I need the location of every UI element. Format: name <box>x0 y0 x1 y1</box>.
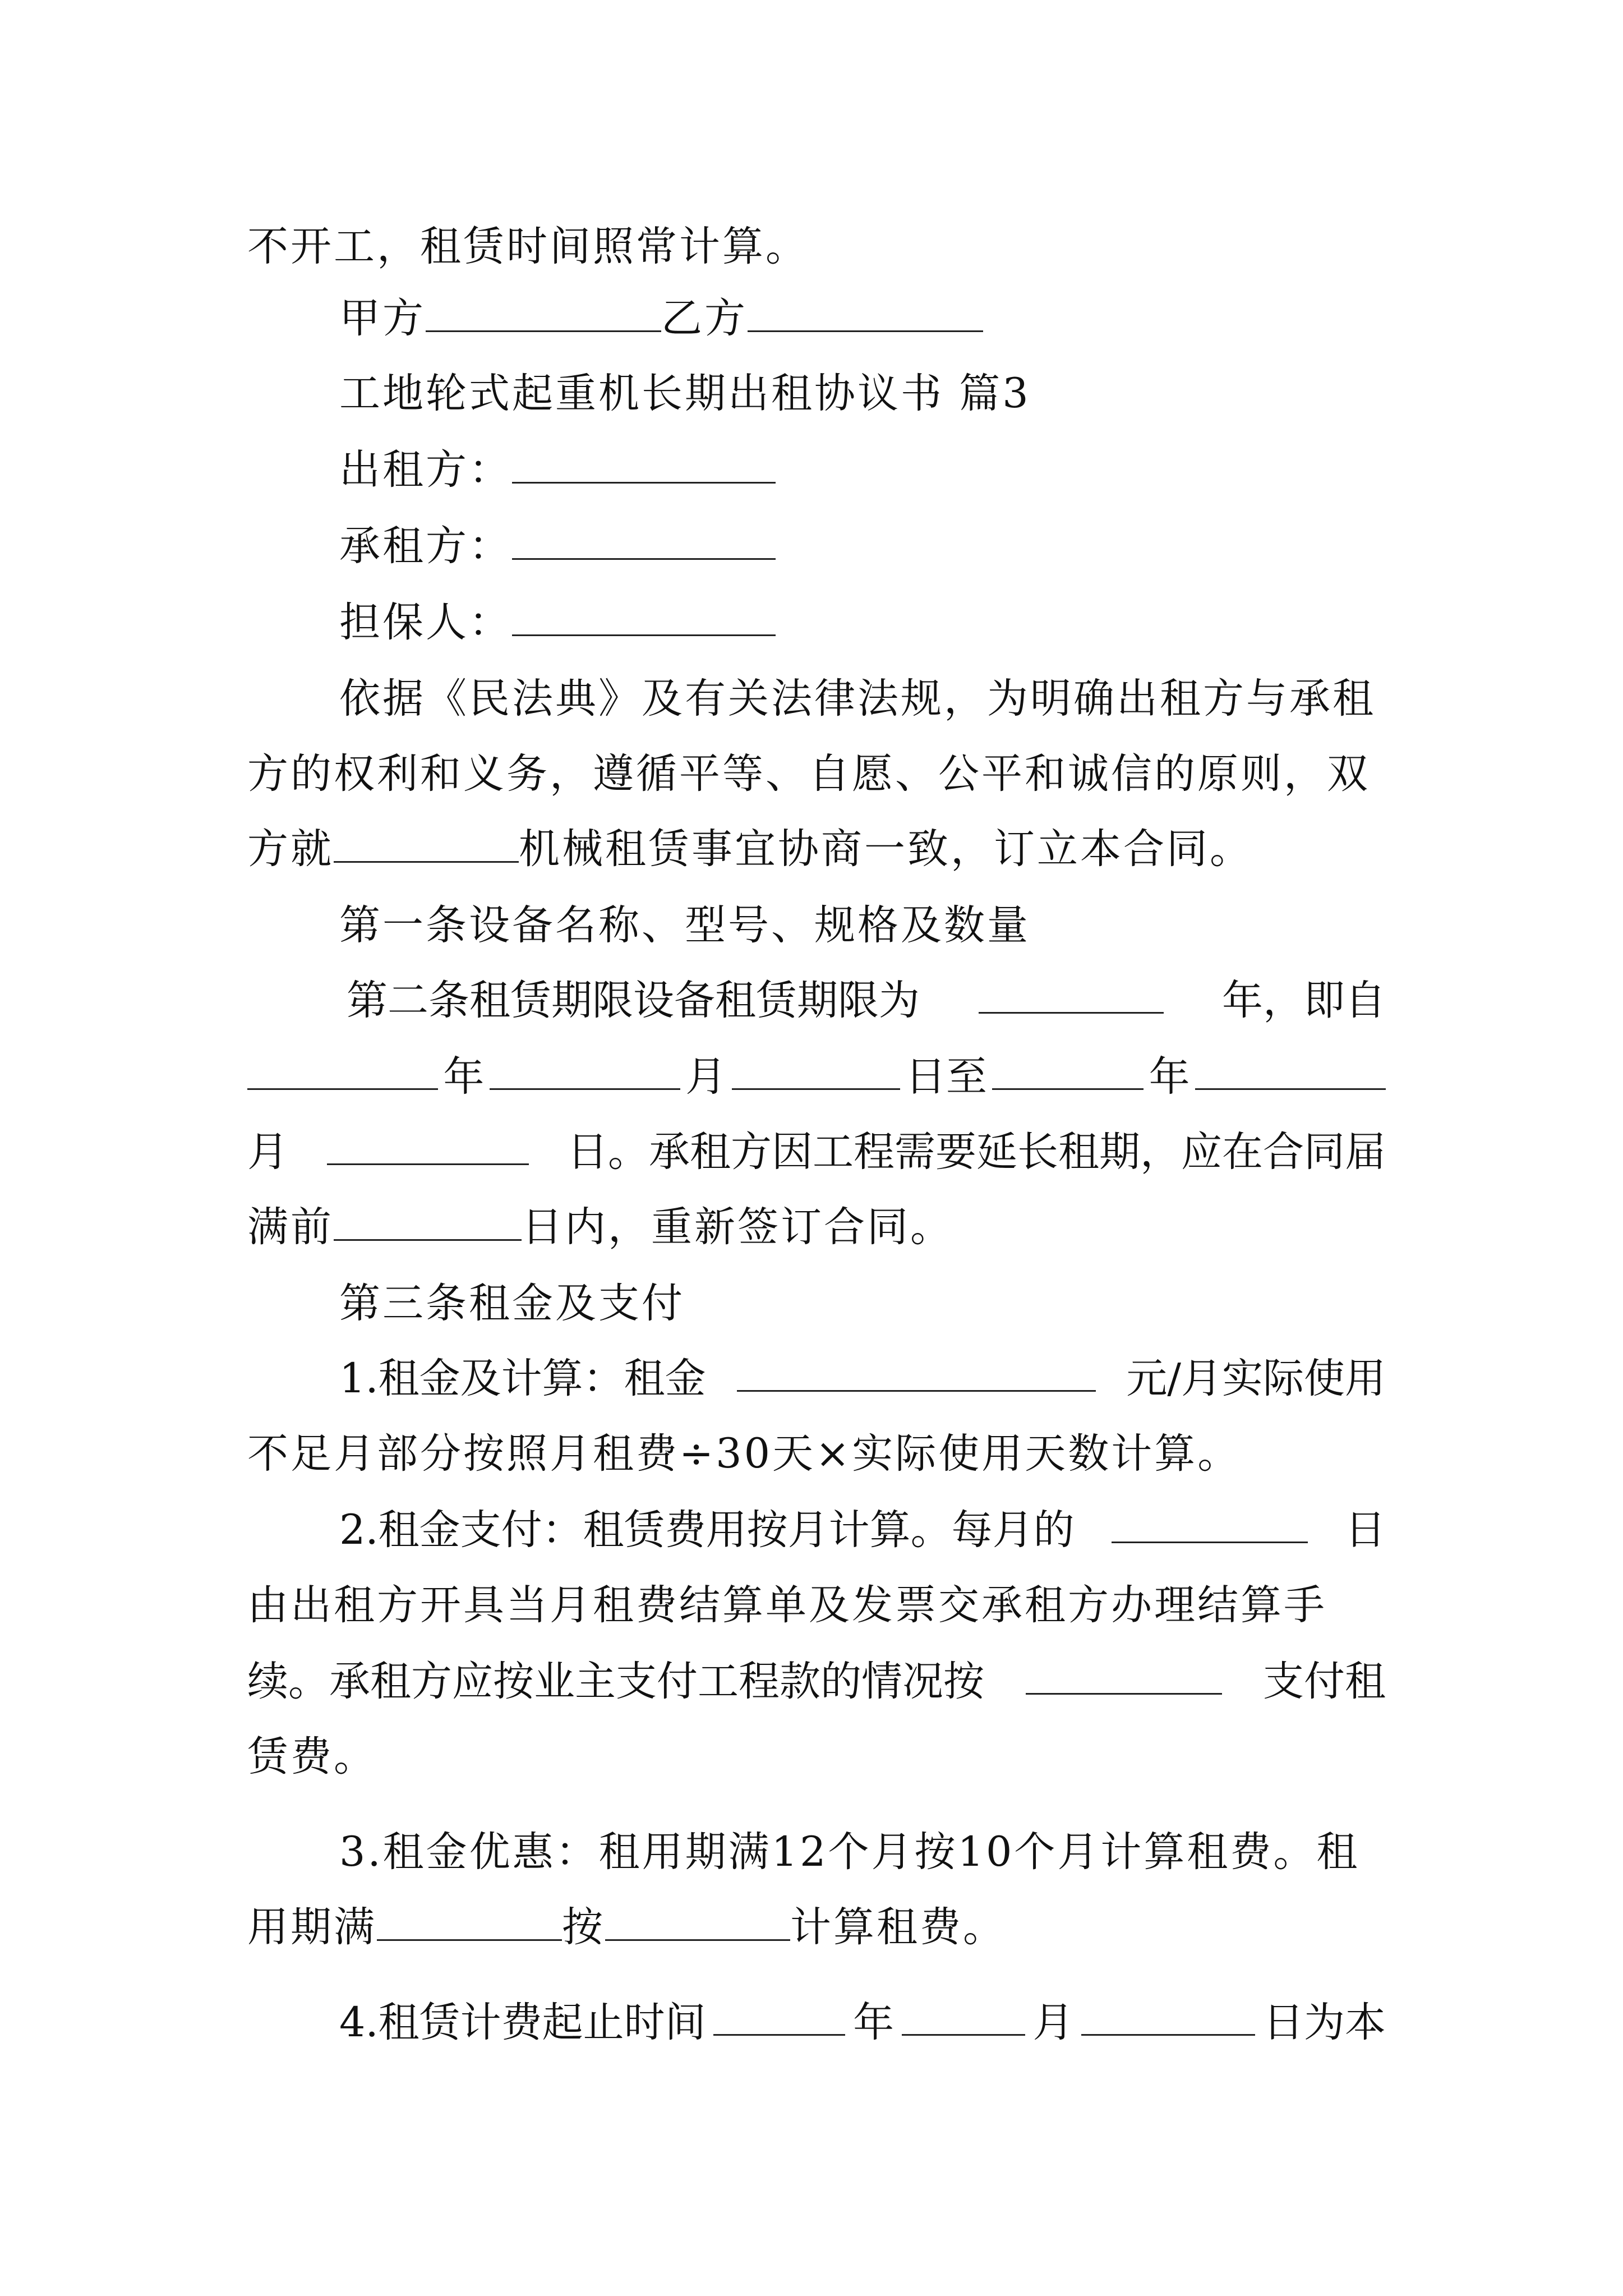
start-year-blank[interactable] <box>247 1049 438 1090</box>
party-a-label: 甲方 <box>339 295 426 342</box>
text-segment: 3.租金优惠：租用期满12个月按10个月计算租费。租 <box>339 1828 1360 1876</box>
text-segment: 2.租金支付：租赁费用按月计算。每月的 <box>339 1506 1075 1554</box>
discount-basis-blank[interactable] <box>605 1900 790 1941</box>
text-line <box>339 1995 1386 2051</box>
text-segment: 年 <box>853 1999 895 2046</box>
party-b-label: 乙方 <box>661 295 748 342</box>
text-segment: 月 <box>1032 1999 1074 2046</box>
text-segment: 元/月实际使用 <box>1126 1355 1386 1402</box>
text-line <box>247 1577 1386 1634</box>
text-segment: 满前 <box>247 1203 334 1251</box>
text-segment: 不足月部分按照月租费÷30天×实际使用天数计算。 <box>247 1430 1241 1478</box>
text-segment: 第二条租赁期限设备租赁期限为 <box>347 977 920 1024</box>
billing-start-month-blank[interactable] <box>902 1995 1025 2036</box>
lessee-blank[interactable] <box>512 519 776 560</box>
text-line <box>247 1426 1386 1482</box>
text-segment: 日为本 <box>1262 1999 1386 2046</box>
text-line <box>247 1199 1386 1255</box>
lessor-blank[interactable] <box>512 443 776 484</box>
machinery-blank[interactable] <box>334 822 519 863</box>
text-line <box>339 1502 1386 1558</box>
start-day-blank[interactable] <box>732 1049 900 1090</box>
text-line <box>247 1654 1386 1710</box>
lessee-line <box>339 518 1386 574</box>
lessor-line <box>339 442 1386 498</box>
text-segment: 不开工，租赁时间照常计算。 <box>247 223 809 270</box>
text-segment: 4.租赁计费起止时间 <box>339 1999 706 2046</box>
payment-method-blank[interactable] <box>1026 1654 1222 1695</box>
text-segment: 赁费。 <box>247 1733 377 1780</box>
text-segment: 月 <box>685 1053 727 1101</box>
billing-start-day-blank[interactable] <box>1081 1995 1255 2036</box>
text-segment: 日。承租方因工程需要延长租期，应在合同届 <box>567 1128 1386 1176</box>
rent-amount-blank[interactable] <box>737 1351 1096 1392</box>
start-month-blank[interactable] <box>490 1049 680 1090</box>
article-1-heading: 第一条设备名称、型号、规格及数量 <box>339 901 1030 949</box>
date-range-line <box>247 1049 1386 1105</box>
text-segment: 方就 <box>247 825 334 873</box>
text-segment: 支付租 <box>1263 1658 1386 1705</box>
text-line <box>339 671 1386 727</box>
text-segment: 年，即自 <box>1222 977 1386 1024</box>
text-line <box>247 821 1386 877</box>
end-day-blank[interactable] <box>327 1124 529 1165</box>
article-heading <box>339 898 1386 954</box>
discount-term-blank[interactable] <box>377 1900 562 1941</box>
section-heading <box>339 366 1386 422</box>
guarantor-line <box>339 595 1386 651</box>
end-year-blank[interactable] <box>992 1049 1144 1090</box>
text-segment: 日 <box>1345 1506 1386 1554</box>
text-line <box>247 219 1386 275</box>
text-line <box>347 973 1386 1029</box>
text-line <box>339 1824 1386 1880</box>
text-segment: 依据《民法典》及有关法律法规，为明确出租方与承租 <box>339 675 1376 723</box>
article-heading <box>339 1276 1386 1332</box>
text-line <box>247 1729 1386 1785</box>
end-month-blank[interactable] <box>1195 1049 1386 1090</box>
guarantor-label: 担保人： <box>339 599 512 646</box>
text-segment: 方的权利和义务，遵循平等、自愿、公平和诚信的原则，双 <box>247 750 1370 798</box>
text-segment: 年 <box>1149 1053 1190 1101</box>
text-segment: 日至 <box>905 1053 987 1101</box>
lessor-label: 出租方： <box>339 446 512 494</box>
text-line <box>247 1124 1386 1180</box>
billing-start-year-blank[interactable] <box>713 1995 845 2036</box>
signature-line <box>339 291 1386 347</box>
text-segment: 月 <box>247 1128 288 1176</box>
text-segment: 日内，重新签订合同。 <box>522 1203 953 1251</box>
lease-years-blank[interactable] <box>979 973 1164 1014</box>
text-segment: 计算租费。 <box>790 1903 1006 1951</box>
text-segment: 年 <box>443 1053 485 1101</box>
text-segment: 1.租金及计算：租金 <box>339 1355 706 1402</box>
text-line <box>247 1899 1386 1955</box>
text-segment: 按 <box>562 1903 605 1951</box>
agreement-title: 工地轮式起重机长期出租协议书 篇3 <box>339 370 1031 417</box>
party-a-blank[interactable] <box>426 291 661 332</box>
text-segment: 机械租赁事宜协商一致，订立本合同。 <box>519 825 1253 873</box>
text-segment: 用期满 <box>247 1903 377 1951</box>
article-3-heading: 第三条租金及支付 <box>339 1280 685 1327</box>
guarantor-blank[interactable] <box>512 595 776 636</box>
text-line <box>247 746 1386 802</box>
text-line <box>339 1351 1386 1407</box>
renewal-days-blank[interactable] <box>334 1200 522 1241</box>
text-segment: 由出租方开具当月租费结算单及发票交承租方办理结算手 <box>247 1581 1327 1629</box>
text-segment: 续。承租方应按业主支付工程款的情况按 <box>247 1658 984 1705</box>
billing-day-blank[interactable] <box>1112 1502 1308 1543</box>
party-b-blank[interactable] <box>748 291 983 332</box>
lessee-label: 承租方： <box>339 522 512 570</box>
